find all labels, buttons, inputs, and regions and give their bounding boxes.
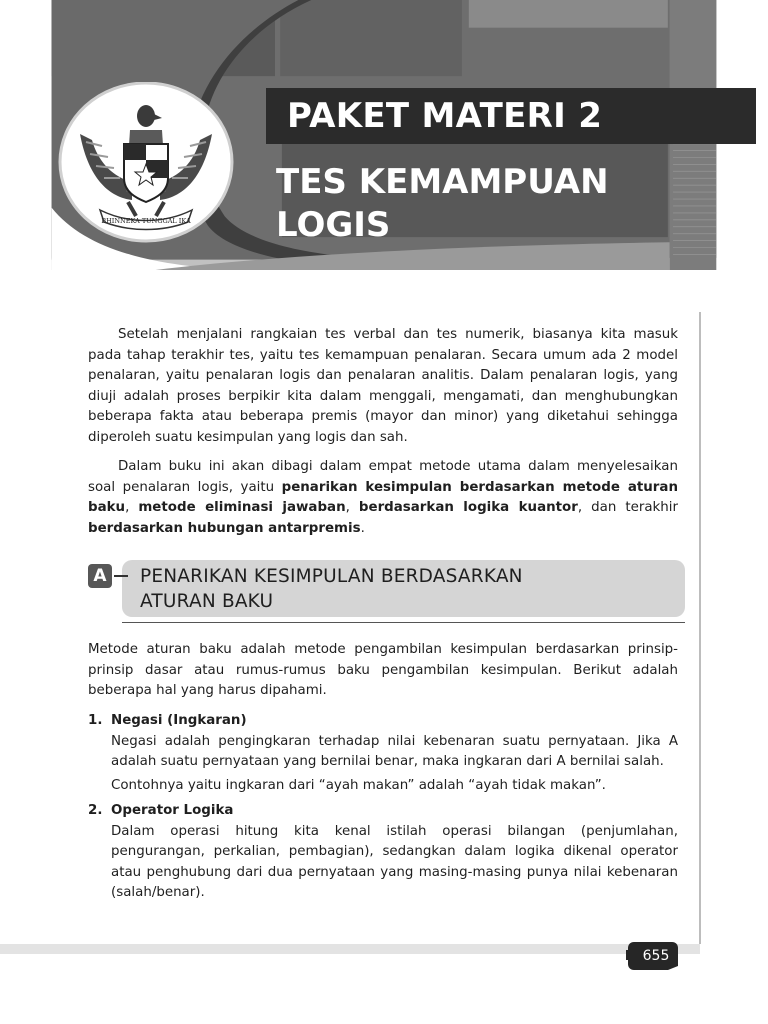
list-item-text: Negasi adalah pengingkaran terhadap nilai kebenaran suatu pernyataan. Jika A adalah suatu pernyataan yang bernilai benar, maka ingkaran dari A bernilai salah. xyxy=(111,733,678,770)
section-title-line2: ATURAN BAKU xyxy=(140,591,274,612)
list-item-body xyxy=(111,822,678,904)
list-item xyxy=(88,801,678,907)
method-aturan-baku: penarikan kesimpulan berdasarkan metode aturan baku xyxy=(88,479,678,516)
section-title-line1: PENARIKAN KESIMPULAN BERDASARKAN xyxy=(140,566,523,587)
package-title: PAKET MATERI 2 xyxy=(287,96,603,136)
section-a-intro-text: Metode aturan baku adalah metode pengambilan kesimpulan berdasarkan prinsip-prinsip dasar atau rumus-rumus baku pengambilan kesimpulan. Berikut adalah beberapa hal yang harus dipahami. xyxy=(88,642,678,699)
list-item-body xyxy=(111,732,678,797)
garuda-emblem-icon xyxy=(58,82,234,246)
method-antarpremis: berdasarkan hubungan antarpremis xyxy=(88,520,361,536)
list-item-title: Operator Logika xyxy=(111,803,234,818)
list-item-heading xyxy=(88,801,678,822)
intro-text-segment: , xyxy=(345,500,359,516)
page-margin-rule xyxy=(699,312,701,944)
section-badge: A xyxy=(88,564,112,588)
list-item xyxy=(88,711,678,799)
list-item-number: 2. xyxy=(88,803,103,818)
chapter-title xyxy=(276,161,609,247)
intro-text-segment: . xyxy=(360,520,365,536)
section-badge-connector xyxy=(114,575,128,577)
footer-strip xyxy=(0,944,700,954)
intro-text-1: Setelah menjalani rangkaian tes verbal dan tes numerik, biasanya kita masuk pada tahap terakhir tes, yaitu tes kemampuan penalaran. Secara umum ada 2 model penalaran, yaitu penalaran logis dan penalaran analitis. Dalam penalaran logis, yang diuji adalah proses berpikir kita dalam menggali, mengamati, dan menghubungkan beberapa fakta atau beberapa premis (mayor dan minor) yang diketahui sehingga diperoleh suatu kesimpulan yang logis dan sah. xyxy=(88,327,678,445)
intro-text-segment: , xyxy=(125,500,139,516)
chapter-header xyxy=(0,0,768,312)
method-kuantor: berdasarkan logika kuantor xyxy=(358,500,578,516)
page-number: 655 xyxy=(642,948,670,964)
intro-text-2 xyxy=(88,457,678,539)
list-item-text: Dalam operasi hitung kita kenal istilah operasi bilangan (penjumlahan, pengurangan, perkalian, pembagian), sedangkan dalam logika dikenal operator atau penghubung dari dua pernyataan yang masing-masing punya nilai kebenaran (salah/benar). xyxy=(111,823,678,901)
section-a-heading xyxy=(88,560,685,618)
intro-paragraph-1 xyxy=(88,325,678,449)
list-item-title: Negasi (Ingkaran) xyxy=(111,713,247,728)
section-divider xyxy=(122,622,685,623)
list-item-example: Contohnya yaitu ingkaran dari “ayah makan” adalah “ayah tidak makan”. xyxy=(111,777,606,793)
section-a-intro xyxy=(88,640,678,702)
intro-text-segment: , dan terakhir xyxy=(577,500,679,516)
intro-text-segment: Dalam buku ini akan dibagi dalam empat metode utama dalam menyelesaikan soal penalaran logis, yaitu xyxy=(88,459,678,495)
chapter-title-line2: LOGIS xyxy=(276,205,391,245)
chapter-title-line1: TES KEMAMPUAN xyxy=(276,162,609,202)
emblem-motto: BHINNEKA TUNGGAL IKA xyxy=(101,217,191,225)
list-item-heading xyxy=(88,711,678,732)
intro-paragraph-2 xyxy=(88,457,678,539)
method-eliminasi: metode eliminasi jawaban xyxy=(138,500,346,516)
list-item-number: 1. xyxy=(88,713,103,728)
section-title xyxy=(140,564,523,614)
